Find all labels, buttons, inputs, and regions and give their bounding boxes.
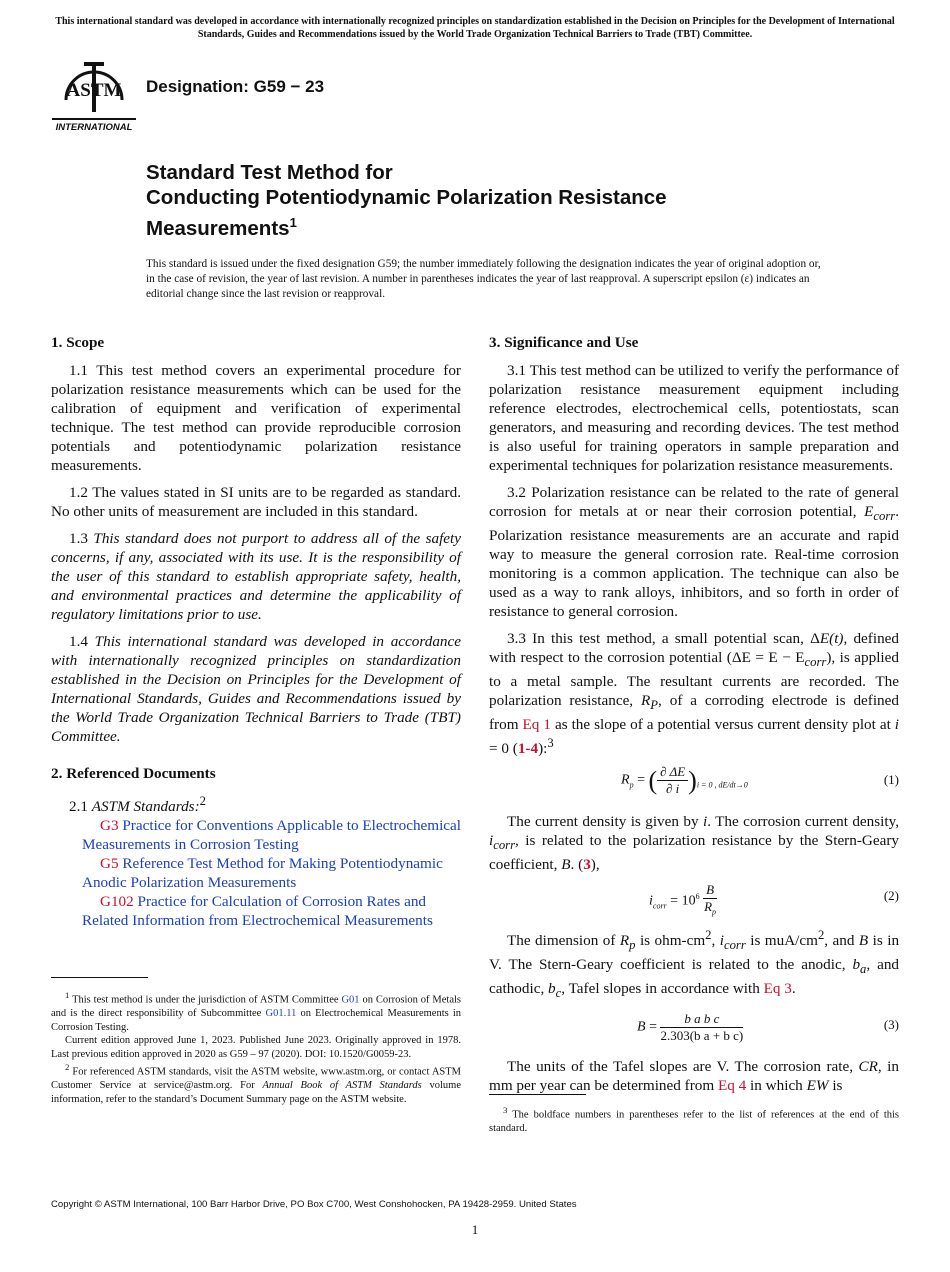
equation-3-label: (3) xyxy=(883,1017,899,1033)
equation-2-label: (2) xyxy=(883,888,899,904)
para-3-1: 3.1 This test method can be utilized to verify the performance of polarization resistance measurement equipment including reference electrodes, electrochemical cells, potentiostats, scan generators, and measuring and recording devices. The test method is also useful for training operators in sample preparation and experimental techniques for polarization resistance measurements. xyxy=(489,362,899,474)
footnote-rule-right xyxy=(489,1094,586,1095)
footnote-2: $^2$ For referenced ASTM standards, visit the ASTM website, www.astm.org, or contact ASTM Customer Service at service@astm.org. For Annual Book of ASTM Standards volume information, refer to the standard’s Document Summary page on the ASTM website. xyxy=(51,1062,462,1105)
para-after-eq2: The dimension of $R_p$ is ohm-$cm^2$, $i_{corr}$ is muA/$cm^2$, and B is in V. The Stern-Geary coefficient is related to the anodic, $b_a$, and cathodic, $b_c$, Tafel slopes in accordance with Eq 3. xyxy=(489,928,900,1001)
astm-logo xyxy=(52,56,136,132)
header-note: This international standard was developed in accordance with internationally recognized principles on standardization established in the Decision on Principles for the Development of International Standards, Guides and Recommendations issued by the World Trade Organization Technical Barriers to Trade (TBT) Committee. xyxy=(55,16,895,40)
right-column xyxy=(489,333,899,1095)
para-after-eq3: The units of the Tafel slopes are V. The corrosion rate, CR, in mm per year can be determined from Eq 4 in which EW is xyxy=(489,1058,899,1095)
section-significance-heading: 3. Significance and Use xyxy=(489,334,639,351)
title-line-3: Measurements xyxy=(146,216,290,240)
equation-3: B = $\frac{\text{b a b c}}{\text{2.303(b a + b c)}}$ (3) xyxy=(637,1011,899,1044)
section-referenced-heading: 2. Referenced Documents xyxy=(51,765,216,782)
para-1-1: 1.1 This test method covers an experimental procedure for polarization resistance measurements which can be used for the calibration of equipment and verification of experimental technique. The test method can provide reproducible corrosion potentials and potentiodynamic polarization resistance measurements. xyxy=(51,362,461,474)
preamble: This standard is issued under the fixed designation G59; the number immediately following the designation indicates the year of original adoption or, in the case of revision, the year of last revision. A number in parentheses indicates the year of last reapproval. A superscript epsilon (ε) indicates an editorial change since the last revision or reapproval. xyxy=(146,258,821,300)
footnotes-left xyxy=(51,989,461,1106)
para-3-3: 3.3 In this test method, a small potential scan, ΔE(t), defined with respect to the corrosion potential $(\Delta E = E - E_{corr})$, is applied to a metal sample. The resultant currents are recorded. The polarization resistance, $R_P$, of a corroding electrode is defined from Eq 1 as the slope of a potential versus current density plot at i = 0 (1-4):$^3$ xyxy=(489,630,900,758)
title-line-1: Standard Test Method for xyxy=(146,161,393,184)
footnote-rule-left xyxy=(51,977,148,978)
para-3-2: 3.2 Polarization resistance can be related to the rate of general corrosion for metals at or near their corrosion potential, $E_{corr}$. Polarization resistance measurements are an accurate and rapid way to measure the general corrosion rate. Real-time corrosion monitoring is a common application. The technique can also be used as a way to rank alloys, inhibitors, and so forth in order of resistance to general corrosion. xyxy=(489,484,900,621)
ref-item-g5[interactable]: G5 Reference Test Method for Making Potentiodynamic Anodic Polarization Measurements xyxy=(82,855,443,892)
para-1-2: 1.2 The values stated in SI units are to be regarded as standard. No other units of measurement are included in this standard. xyxy=(51,484,461,520)
ref-item-g3[interactable]: G3 Practice for Conventions Applicable to Electrochemical Measurements in Corrosion Testing xyxy=(82,817,462,854)
page-number: 1 xyxy=(471,1222,479,1237)
title-footnote-mark: 1 xyxy=(289,215,297,230)
logo-letters: ASTM xyxy=(66,80,122,101)
equation-2: $i_{corr} = 10^6$ $\frac{B}{R_p}$ (2) xyxy=(649,882,899,917)
copyright-line: Copyright © ASTM International, 100 Barr Harbor Drive, PO Box C700, West Conshohocken, PA 19428-2959. United States xyxy=(51,1199,577,1210)
designation: Designation: G59 − 23 xyxy=(146,77,325,96)
equation-1-label: (1) xyxy=(883,772,899,788)
para-1-3: 1.3 This standard does not purport to address all of the safety concerns, if any, associated with its use. It is the responsibility of the user of this standard to establish appropriate safety, health, and environmental practices and determine the applicability of regulatory limitations prior to use. xyxy=(51,530,462,623)
equation-1: $R_p$ = ( $\frac{\partial \Delta E}{\partial i}$ )$_{i = 0 , dE/dt\to 0}$ (1) xyxy=(621,764,899,797)
logo-caption: INTERNATIONAL xyxy=(55,122,133,132)
footnote-1: $^1$ This test method is under the jurisdiction of ASTM Committee G01 on Corrosion of Metals and is the direct responsibility of Subcommittee G01.11 on Electrochemical Measurements in Corrosion Testing. xyxy=(51,990,462,1033)
title-line-2: Conducting Potentiodynamic Polarization Resistance xyxy=(146,186,667,209)
section-scope-heading: 1. Scope xyxy=(51,334,105,351)
para-after-eq1: The current density is given by i. The corrosion current density, $i_{corr}$, is related to the polarization resistance by the Stern-Geary coefficient, B. (3), xyxy=(489,813,899,874)
footnote-1-edition: Current edition approved June 1, 2023. Published June 2023. Originally approved in 1978. Last previous edition approved in 2020 as G59 – 97 (2020). DOI: 10.1520/G0059-23. xyxy=(51,1035,461,1060)
footnote-3: $^3$ The boldface numbers in parentheses refer to the list of references at the end of this standard. xyxy=(489,1105,899,1134)
document-title xyxy=(146,160,846,241)
para-2-1: 2.1 ASTM Standards:$^2$ xyxy=(69,794,206,816)
ref-item-g102[interactable]: G102 Practice for Calculation of Corrosion Rates and Related Information from Electrochemical Measurements xyxy=(82,893,433,930)
left-column xyxy=(51,333,461,930)
para-1-4: 1.4 This international standard was developed in accordance with internationally recognized principles on standardization established in the Decision on Principles for the Development of International Standards, Guides and Recommendations issued by the World Trade Organization Technical Barriers to Trade (TBT) Committee. xyxy=(51,633,461,745)
